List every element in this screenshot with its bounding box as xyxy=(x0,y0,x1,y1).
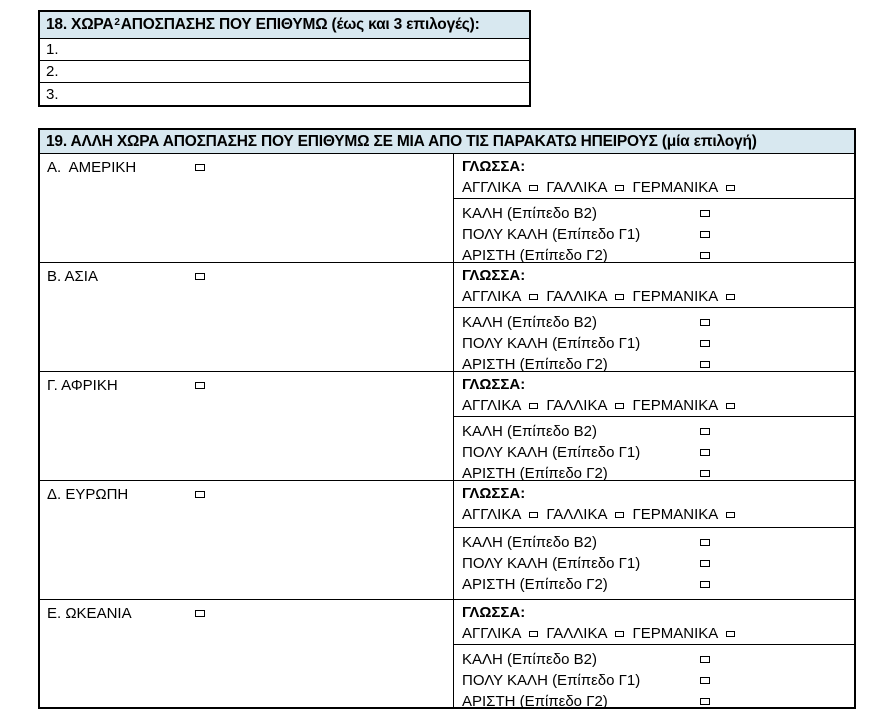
table-country-preferences xyxy=(38,10,531,107)
language-label-french: ΓΑΛΛΙΚΑ xyxy=(546,625,608,642)
level-label-excellent: ΑΡΙΣΤΗ (Επίπεδο Γ2) xyxy=(462,465,608,482)
level-label-very-good: ΠΟΛΥ ΚΑΛΗ (Επίπεδο Γ1) xyxy=(462,226,641,243)
table18-header-suffix: ΑΠΟΣΠΑΣΗΣ ΠΟΥ ΕΠΙΘΥΜΩ (έως και 3 επιλογές): xyxy=(120,16,480,33)
table18-header-superscript: 2 xyxy=(114,16,120,28)
continent-cell xyxy=(40,372,454,480)
language-label-french: ΓΑΛΛΙΚΑ xyxy=(546,397,608,414)
language-cell xyxy=(454,600,854,645)
table18-header-prefix: 18. ΧΩΡΑ xyxy=(46,16,114,33)
continent-cell xyxy=(40,600,454,707)
continent-row-asia xyxy=(40,263,854,372)
language-checkbox-english[interactable] xyxy=(529,185,538,191)
language-label-english: ΑΓΓΛΙΚΑ xyxy=(462,288,522,305)
level-checkbox-good[interactable] xyxy=(700,539,710,546)
language-checkbox-french[interactable] xyxy=(615,631,624,637)
level-checkbox-good[interactable] xyxy=(700,428,710,435)
level-checkbox-excellent[interactable] xyxy=(700,252,710,259)
level-label-very-good: ΠΟΛΥ ΚΑΛΗ (Επίπεδο Γ1) xyxy=(462,444,641,461)
choice-input-area-1[interactable] xyxy=(59,39,523,60)
language-label-french: ΓΑΛΛΙΚΑ xyxy=(546,288,608,305)
continent-row-africa xyxy=(40,372,854,481)
level-label-excellent: ΑΡΙΣΤΗ (Επίπεδο Γ2) xyxy=(462,356,608,373)
language-checkbox-german[interactable] xyxy=(726,294,735,300)
language-cell xyxy=(454,154,854,199)
table18-header xyxy=(40,12,529,39)
level-checkbox-very-good[interactable] xyxy=(700,560,710,567)
continent-checkbox-asia[interactable] xyxy=(195,273,205,280)
levels-cell xyxy=(454,645,854,716)
continent-row-america xyxy=(40,154,854,263)
level-checkbox-excellent[interactable] xyxy=(700,698,710,705)
continent-checkbox-europe[interactable] xyxy=(195,491,205,498)
language-section-title: ΓΛΩΣΣΑ: xyxy=(462,267,526,284)
language-label-english: ΑΓΓΛΙΚΑ xyxy=(462,397,522,414)
level-label-good: ΚΑΛΗ (Επίπεδο Β2) xyxy=(462,534,597,551)
continent-label: Α. ΑΜΕΡΙΚΗ xyxy=(47,159,137,176)
choice-number: 2. xyxy=(46,63,59,80)
language-checkbox-german[interactable] xyxy=(726,185,735,191)
language-checkbox-french[interactable] xyxy=(615,512,624,518)
level-label-excellent: ΑΡΙΣΤΗ (Επίπεδο Γ2) xyxy=(462,247,608,264)
levels-cell xyxy=(454,528,854,599)
choice-row-1 xyxy=(40,39,529,61)
continent-checkbox-america[interactable] xyxy=(195,164,205,171)
language-section-title: ΓΛΩΣΣΑ: xyxy=(462,376,526,393)
level-checkbox-very-good[interactable] xyxy=(700,340,710,347)
language-cell xyxy=(454,263,854,308)
levels-cell xyxy=(454,308,854,379)
level-label-excellent: ΑΡΙΣΤΗ (Επίπεδο Γ2) xyxy=(462,693,608,710)
level-label-very-good: ΠΟΛΥ ΚΑΛΗ (Επίπεδο Γ1) xyxy=(462,335,641,352)
language-label-german: ΓΕΡΜΑΝΙΚΑ xyxy=(632,625,719,642)
continent-checkbox-oceania[interactable] xyxy=(195,610,205,617)
level-checkbox-good[interactable] xyxy=(700,656,710,663)
choice-input-area-2[interactable] xyxy=(59,61,523,82)
language-checkbox-english[interactable] xyxy=(529,403,538,409)
language-checkbox-german[interactable] xyxy=(726,512,735,518)
language-section-title: ΓΛΩΣΣΑ: xyxy=(462,485,526,502)
language-checkbox-french[interactable] xyxy=(615,403,624,409)
language-checkbox-french[interactable] xyxy=(615,294,624,300)
level-label-good: ΚΑΛΗ (Επίπεδο Β2) xyxy=(462,205,597,222)
continent-cell xyxy=(40,154,454,262)
language-label-german: ΓΕΡΜΑΝΙΚΑ xyxy=(632,506,719,523)
choice-input-area-3[interactable] xyxy=(59,83,523,105)
language-cell-group xyxy=(454,481,854,599)
language-checkbox-french[interactable] xyxy=(615,185,624,191)
language-cell-group xyxy=(454,372,854,480)
continent-cell xyxy=(40,481,454,599)
level-checkbox-excellent[interactable] xyxy=(700,470,710,477)
level-checkbox-excellent[interactable] xyxy=(700,361,710,368)
language-checkbox-german[interactable] xyxy=(726,631,735,637)
level-checkbox-excellent[interactable] xyxy=(700,581,710,588)
levels-cell xyxy=(454,417,854,488)
table-continent-preferences xyxy=(38,128,856,709)
level-checkbox-good[interactable] xyxy=(700,210,710,217)
level-label-very-good: ΠΟΛΥ ΚΑΛΗ (Επίπεδο Γ1) xyxy=(462,672,641,689)
language-label-english: ΑΓΓΛΙΚΑ xyxy=(462,506,522,523)
choice-row-3 xyxy=(40,83,529,105)
continent-checkbox-africa[interactable] xyxy=(195,382,205,389)
language-section-title: ΓΛΩΣΣΑ: xyxy=(462,158,526,175)
language-label-french: ΓΑΛΛΙΚΑ xyxy=(546,506,608,523)
language-label-german: ΓΕΡΜΑΝΙΚΑ xyxy=(632,288,719,305)
language-checkbox-english[interactable] xyxy=(529,512,538,518)
choice-number: 1. xyxy=(46,41,59,58)
continent-label: Ε. ΩΚΕΑΝΙΑ xyxy=(47,605,132,622)
table19-header: 19. ΑΛΛΗ ΧΩΡΑ ΑΠΟΣΠΑΣΗΣ ΠΟΥ ΕΠΙΘΥΜΩ ΣΕ ΜΙΑ ΑΠΟ ΤΙΣ ΠΑΡΑΚΑΤΩ ΗΠΕΙΡΟΥΣ (μία επιλογή) xyxy=(40,130,854,154)
language-cell xyxy=(454,372,854,417)
choice-number: 3. xyxy=(46,85,59,103)
level-checkbox-very-good[interactable] xyxy=(700,677,710,684)
level-checkbox-good[interactable] xyxy=(700,319,710,326)
language-cell xyxy=(454,481,854,528)
language-cell-group xyxy=(454,263,854,371)
level-checkbox-very-good[interactable] xyxy=(700,231,710,238)
level-label-good: ΚΑΛΗ (Επίπεδο Β2) xyxy=(462,651,597,668)
level-label-excellent: ΑΡΙΣΤΗ (Επίπεδο Γ2) xyxy=(462,576,608,593)
choice-row-2 xyxy=(40,61,529,83)
continent-label: Β. ΑΣΙΑ xyxy=(47,268,98,285)
language-checkbox-german[interactable] xyxy=(726,403,735,409)
language-cell-group xyxy=(454,600,854,710)
language-label-german: ΓΕΡΜΑΝΙΚΑ xyxy=(632,179,719,196)
levels-cell xyxy=(454,199,854,270)
continent-label: Δ. ΕΥΡΩΠΗ xyxy=(47,486,129,503)
level-label-good: ΚΑΛΗ (Επίπεδο Β2) xyxy=(462,423,597,440)
language-label-french: ΓΑΛΛΙΚΑ xyxy=(546,179,608,196)
level-checkbox-very-good[interactable] xyxy=(700,449,710,456)
continent-row-europe xyxy=(40,481,854,600)
language-checkbox-english[interactable] xyxy=(529,294,538,300)
continent-row-oceania xyxy=(40,600,854,710)
language-label-german: ΓΕΡΜΑΝΙΚΑ xyxy=(632,397,719,414)
continent-cell xyxy=(40,263,454,371)
language-checkbox-english[interactable] xyxy=(529,631,538,637)
language-cell-group xyxy=(454,154,854,262)
level-label-good: ΚΑΛΗ (Επίπεδο Β2) xyxy=(462,314,597,331)
level-label-very-good: ΠΟΛΥ ΚΑΛΗ (Επίπεδο Γ1) xyxy=(462,555,641,572)
language-label-english: ΑΓΓΛΙΚΑ xyxy=(462,179,522,196)
language-label-english: ΑΓΓΛΙΚΑ xyxy=(462,625,522,642)
language-section-title: ΓΛΩΣΣΑ: xyxy=(462,604,526,621)
continent-label: Γ. ΑΦΡΙΚΗ xyxy=(47,377,118,394)
